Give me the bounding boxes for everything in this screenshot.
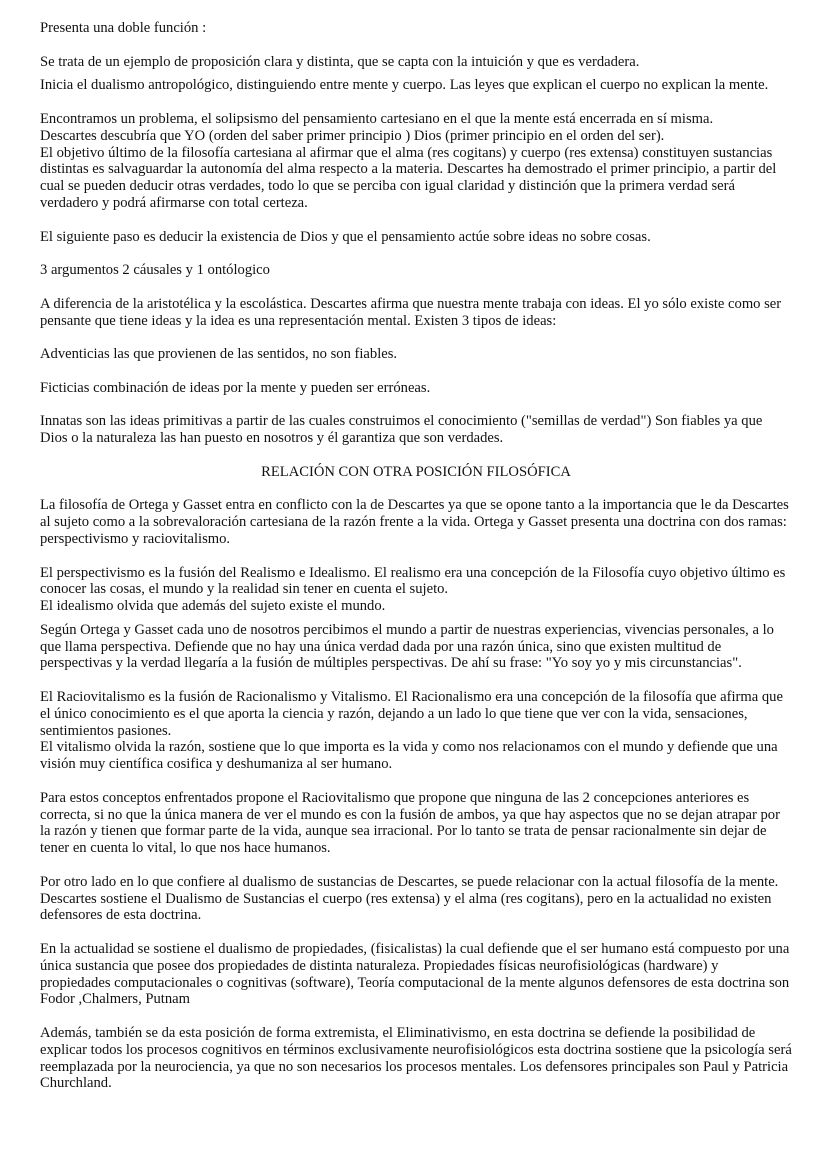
paragraph-proposicion-clara: Se trata de un ejemplo de proposición clara y distinta, que se capta con la intuición y que es verdadera.: [40, 53, 640, 70]
paragraph-objetivo-ultimo: El objetivo último de la filosofía cartesiana al afirmar que el alma (res cogitans) y cuerpo (res extensa) constituyen sustancias distintas es salvaguardar la autonomía del alma respecto a la materia. Descartes ha demostrado el primer principio, a partir del cual se pueden deducir otras verdades, todo lo que se perciba con igual claridad y distinción que la primera verdad será verdadero y podrá afirmarse con total certeza.: [40, 144, 777, 211]
paragraph-dualismo-propiedades: En la actualidad se sostiene el dualismo de propiedades, (fisicalistas) la cual defiende que el ser humano está compuesto por una única sustancia que posee dos propiedades de distinta naturaleza. Propiedades físicas neurofisiológicas (hardware) y propiedades computacionales o cognitivas (software), Teoría computacional de la mente algunos defensores de esta doctrina son Fodor ,Chalmers, Putnam: [40, 941, 790, 1008]
paragraph-doble-funcion: Presenta una doble función :: [40, 20, 207, 36]
document-page: [40, 20, 792, 1092]
paragraph-existencia-dios: El siguiente paso es deducir la existencia de Dios y que el pensamiento actúe sobre ideas no sobre cosas.: [40, 228, 651, 245]
paragraph-adventicias: Adventicias las que provienen de las sentidos, no son fiables.: [40, 346, 398, 363]
paragraph-yo-dios: Descartes descubría que YO (orden del saber primer principio ) Dios (primer principio en el orden del ser).: [40, 127, 665, 144]
paragraph-ortega-gasset: La filosofía de Ortega y Gasset entra en conflicto con la de Descartes ya que se opone tanto a la importancia que le da Descartes al sujeto como a la sobrevaloración cartesiana de la razón frente a la vida. Ortega y Gasset presenta una doctrina con dos ramas: perspectivismo y raciovitalismo.: [40, 497, 789, 547]
paragraph-vitalismo: El vitalismo olvida la razón, sostiene que lo que importa es la vida y como nos relacionamos con el mundo y defiende que una visión muy científica cosifica y deshumaniza al ser humano.: [40, 739, 778, 773]
paragraph-dualismo-antropologico: Inicia el dualismo antropológico, distinguiendo entre mente y cuerpo. Las leyes que explican el cuerpo no explican la mente.: [40, 77, 769, 94]
paragraph-solipsismo: Encontramos un problema, el solipsismo del pensamiento cartesiano en el que la mente está encerrada en sí misma.: [40, 110, 714, 127]
paragraph-argumentos: 3 argumentos 2 cáusales y 1 ontólogico: [40, 262, 270, 279]
paragraph-eliminativismo: Además, también se da esta posición de forma extremista, el Eliminativismo, en esta doctrina se defiende la posibilidad de explicar todos los procesos cognitivos en términos exclusivamente neurofisiológicos esta doctrina sostiene que la psicología será reemplazada por la neurociencia, ya que no son necesarios los procesos mentales. Los defensores principales son Paul y Patricia Churchland.: [40, 1025, 792, 1092]
paragraph-raciovitalismo: El Raciovitalismo es la fusión de Racionalismo y Vitalismo. El Racionalismo era una concepción de la filosofía que afirma que el único conocimiento es el que aporta la ciencia y razón, dejando a un lado lo que tiene que ver con la vida, sensaciones, sentimientos pasiones.: [40, 689, 783, 739]
paragraph-perspectivismo: El perspectivismo es la fusión del Realismo e Idealismo. El realismo era una concepción de la Filosofía cuyo objetivo último es conocer las cosas, el mundo y la realidad sin tener en cuenta el sujeto.: [40, 564, 786, 598]
paragraph-ficticias: Ficticias combinación de ideas por la mente y pueden ser erróneas.: [40, 379, 431, 396]
paragraph-dualismo-sustancias: Por otro lado en lo que confiere al dualismo de sustancias de Descartes, se puede relacionar con la actual filosofía de la mente. Descartes sostiene el Dualismo de Sustancias el cuerpo (res extensa) y el alma (res cogitans), pero en la actualidad no existen defensores de esta doctrina.: [40, 873, 779, 924]
section-heading: RELACIÓN CON OTRA POSICIÓN FILOSÓFICA: [261, 463, 571, 480]
paragraph-conceptos-enfrentados: Para estos conceptos enfrentados propone el Raciovitalismo que propone que ninguna de las 2 concepciones anteriores es correcta, si no que la única manera de ver el mundo es con la fusión de ambos, ya que hay aspectos que no se dejan atrapar por la razón y tienen que formar parte de la vida, aunque sea irracional. Por lo tanto se trata de pensar racionalmente sin dejar de tener en cuenta lo vital, lo que nos hace humanos.: [40, 789, 780, 857]
paragraph-tipos-ideas: A diferencia de la aristotélica y la escolástica. Descartes afirma que nuestra mente trabaja con ideas. El yo sólo existe como ser pensante que tiene ideas y la idea es una representación mental. Existen 3 tipos de ideas:: [40, 295, 782, 329]
paragraph-perspectiva: Según Ortega y Gasset cada uno de nosotros percibimos el mundo a partir de nuestras experiencias, vivencias personales, a lo que llama perspectiva. Defiende que no hay una única verdad dada por una razón única, sino que existen multitud de perspectivas y la verdad llegaría a la fusión de múltiples perspectivas. De ahí su frase: "Yo soy yo y mis circunstancias".: [40, 621, 774, 672]
paragraph-innatas: Innatas son las ideas primitivas a partir de las cuales construimos el conocimiento ("semillas de verdad") Son fiables ya que Dios o la naturaleza las han puesto en nosotros y él garantiza que son verdades.: [40, 413, 763, 447]
paragraph-idealismo: El idealismo olvida que además del sujeto existe el mundo.: [40, 598, 386, 615]
